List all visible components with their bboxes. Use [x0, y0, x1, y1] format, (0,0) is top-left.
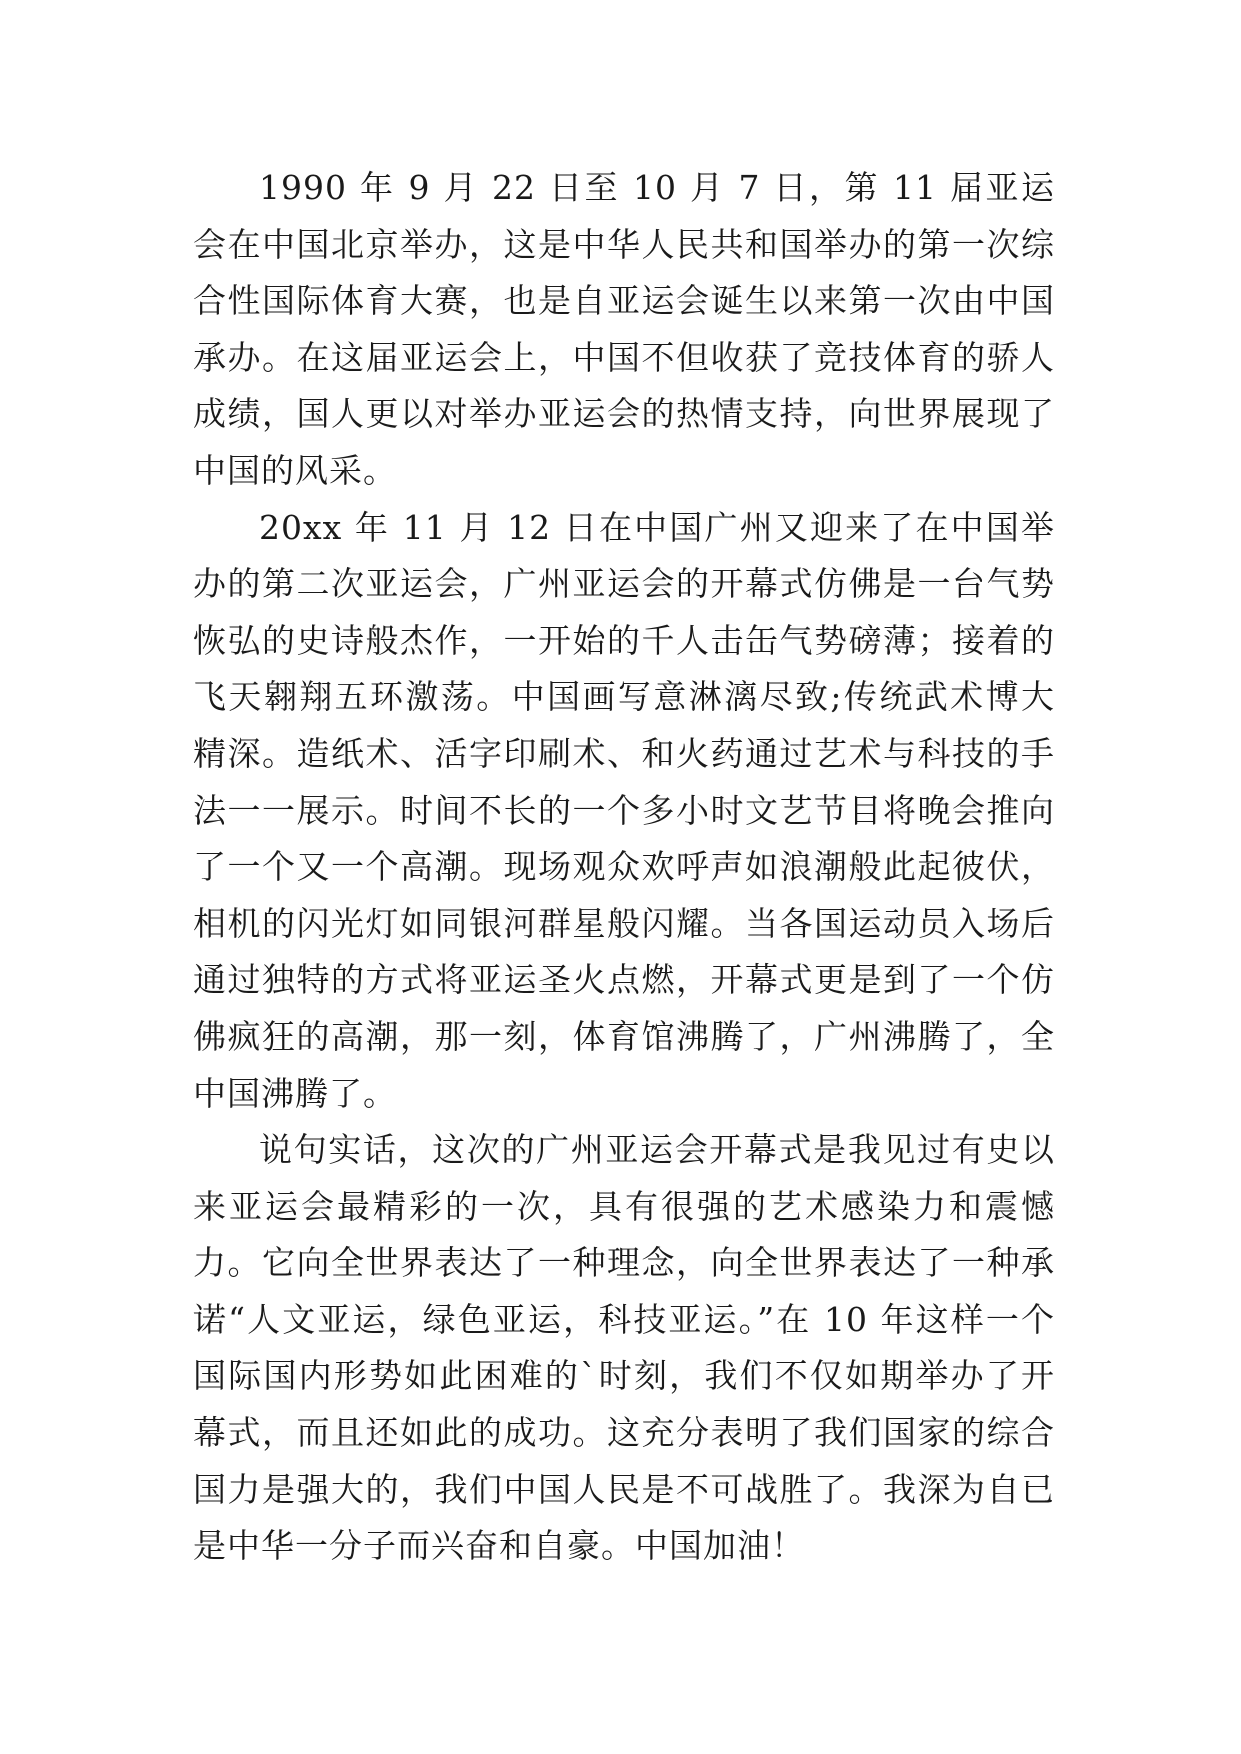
document-body: [193, 160, 1055, 1575]
paragraph-3: 说句实话，这次的广州亚运会开幕式是我见过有史以来亚运会最精彩的一次，具有很强的艺术感染力和震憾力。它向全世界表达了一种理念，向全世界表达了一种承诺“人文亚运，绿色亚运，科技亚运。”在 10 年这样一个国际国内形势如此困难的`时刻，我们不仅如期举办了开幕式，而且还如此的成功。这充分表明了我们国家的综合国力是强大的，我们中国人民是不可战胜了。我深为自已是中华一分子而兴奋和自豪。中国加油！: [193, 1130, 1055, 1566]
paragraph-2: 20xx 年 11 月 12 日在中国广州又迎来了在中国举办的第二次亚运会，广州亚运会的开幕式仿佛是一台气势恢弘的史诗般杰作，一开始的千人击缶气势磅薄；接着的飞天翱翔五环激荡。中国画写意淋漓尽致;传统武术博大精深。造纸术、活字印刷术、和火药通过艺术与科技的手法一一展示。时间不长的一个多小时文艺节目将晚会推向了一个又一个高潮。现场观众欢呼声如浪潮般此起彼伏，相机的闪光灯如同银河群星般闪耀。当各国运动员入场后通过独特的方式将亚运圣火点燃，开幕式更是到了一个仿佛疯狂的高潮，那一刻，体育馆沸腾了，广州沸腾了，全中国沸腾了。: [193, 507, 1055, 1113]
paragraph-1: 1990 年 9 月 22 日至 10 月 7 日，第 11 届亚运会在中国北京举办，这是中华人民共和国举办的第一次综合性国际体育大赛，也是自亚运会诞生以来第一次由中国承办。在这届亚运会上，中国不但收获了竞技体育的骄人成绩，国人更以对举办亚运会的热情支持，向世界展现了中国的风采。: [193, 168, 1055, 490]
